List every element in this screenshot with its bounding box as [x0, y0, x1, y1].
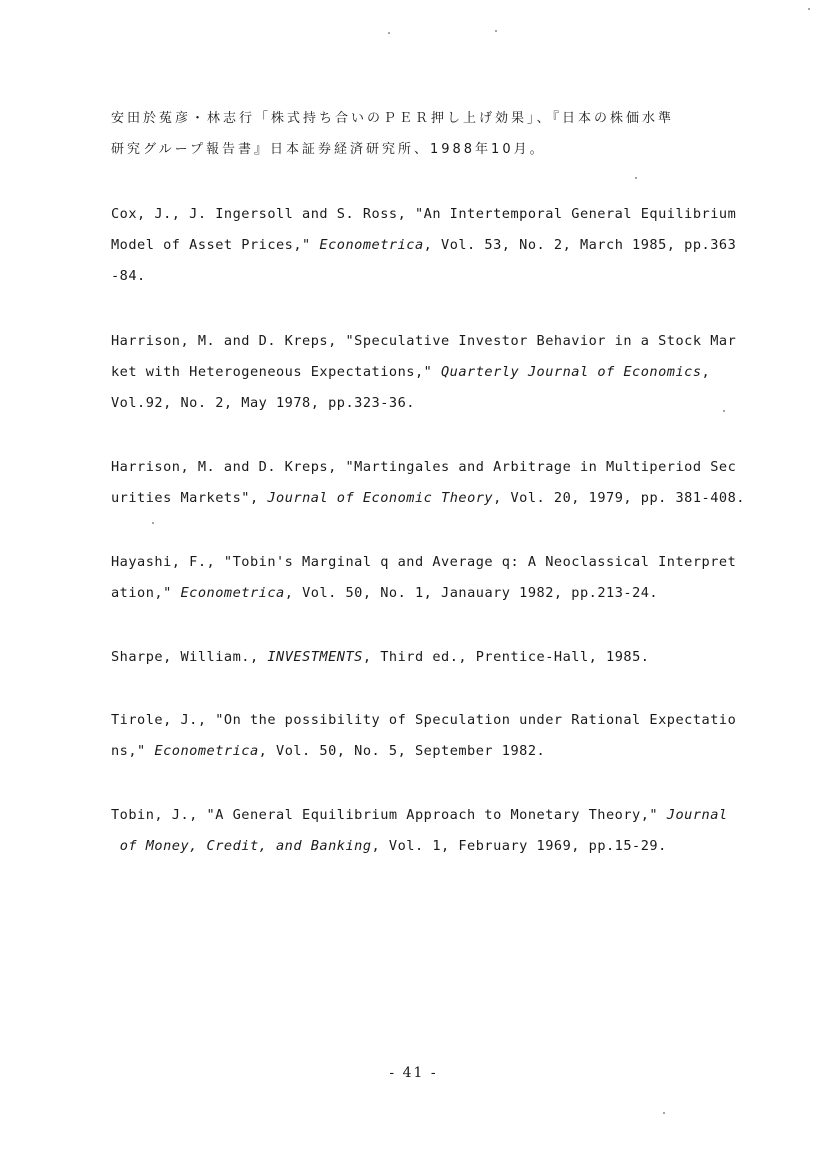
reference-line	[111, 261, 741, 292]
reference-text: Tirole, J., "On the possibility of Speculation under Rational Expectatio	[111, 712, 737, 728]
reference-text: Hayashi, F., "Tobin's Marginal q and Average q: A Neoclassical Interpret	[111, 554, 737, 570]
reference-entry-sharpe	[111, 642, 741, 673]
reference-text: Harrison, M. and D. Kreps, "Speculative Investor Behavior in a Stock Mar	[111, 333, 737, 349]
scan-speck	[808, 8, 810, 10]
reference-entry-yasuda-hayashi	[111, 103, 741, 165]
journal-title: Journal of Economic Theory	[267, 490, 494, 506]
reference-line	[111, 800, 741, 831]
reference-line	[111, 483, 745, 514]
reference-line	[111, 388, 741, 419]
reference-line	[111, 357, 741, 388]
reference-entry-cox-ingersoll-ross	[111, 199, 741, 292]
reference-line	[111, 230, 741, 261]
reference-text: , Vol. 50, No. 1, Janauary 1982, pp.213-24.	[284, 585, 659, 601]
journal-title: Journal	[666, 807, 728, 823]
reference-line	[111, 705, 741, 736]
scan-speck	[663, 1112, 665, 1114]
reference-entry-tobin	[111, 800, 741, 862]
reference-text: , Vol. 1, February 1969, pp.15-29.	[371, 838, 667, 854]
reference-line	[111, 736, 741, 767]
reference-line	[111, 103, 741, 134]
reference-text: ns,"	[111, 743, 155, 759]
reference-text: , Vol. 53, No. 2, March 1985, pp.363	[423, 237, 737, 253]
reference-text: Cox, J., J. Ingersoll and S. Ross, "An Intertemporal General Equilibrium	[111, 206, 737, 222]
reference-entry-harrison-kreps-1978	[111, 326, 741, 419]
reference-line	[111, 578, 741, 609]
reference-text: Vol.92, No. 2, May 1978, pp.323-36.	[111, 395, 415, 411]
reference-text: Tobin, J., "A General Equilibrium Approach to Monetary Theory,"	[111, 807, 667, 823]
reference-text: 安田於菟彦・林志行「株式持ち合いのＰＥＲ押し上げ効果」、『日本の株価水準	[111, 111, 675, 126]
scan-speck	[723, 410, 725, 412]
journal-title: of Money, Credit, and Banking	[119, 838, 372, 854]
scan-speck	[152, 522, 154, 524]
reference-text: , Vol. 50, No. 5, September 1982.	[258, 743, 546, 759]
journal-title: Econometrica	[180, 585, 285, 601]
reference-line	[111, 547, 741, 578]
reference-entry-tirole	[111, 705, 741, 767]
reference-text: ation,"	[111, 585, 181, 601]
reference-line	[111, 199, 741, 230]
journal-title: Econometrica	[154, 743, 259, 759]
reference-line	[111, 831, 741, 862]
reference-text: , Vol. 20, 1979, pp. 381-408.	[493, 490, 745, 506]
scan-speck	[635, 177, 637, 179]
reference-line	[111, 642, 741, 673]
journal-title: Econometrica	[319, 237, 424, 253]
page-number: - 41 -	[389, 1065, 438, 1081]
reference-text: -84.	[111, 268, 146, 284]
journal-title: Quarterly Journal of Economics	[441, 364, 702, 380]
reference-text: ,	[701, 364, 711, 380]
scan-speck	[388, 32, 390, 34]
reference-text: Sharpe, William.,	[111, 649, 268, 665]
reference-text	[111, 838, 120, 854]
reference-text: urities Markets",	[111, 490, 268, 506]
reference-text: , Third ed., Prentice-Hall, 1985.	[362, 649, 650, 665]
scan-speck	[495, 30, 497, 32]
reference-entry-harrison-kreps-1979	[111, 452, 745, 514]
reference-line	[111, 326, 741, 357]
reference-line	[111, 452, 741, 483]
reference-text: ket with Heterogeneous Expectations,"	[111, 364, 441, 380]
reference-text: 研究グループ報告書』日本証券経済研究所、1988年10月。	[111, 142, 546, 157]
reference-entry-hayashi	[111, 547, 741, 609]
book-title: INVESTMENTS	[267, 649, 363, 665]
reference-text: Harrison, M. and D. Kreps, "Martingales and Arbitrage in Multiperiod Sec	[111, 459, 737, 475]
reference-line	[111, 134, 741, 165]
reference-text: Model of Asset Prices,"	[111, 237, 320, 253]
